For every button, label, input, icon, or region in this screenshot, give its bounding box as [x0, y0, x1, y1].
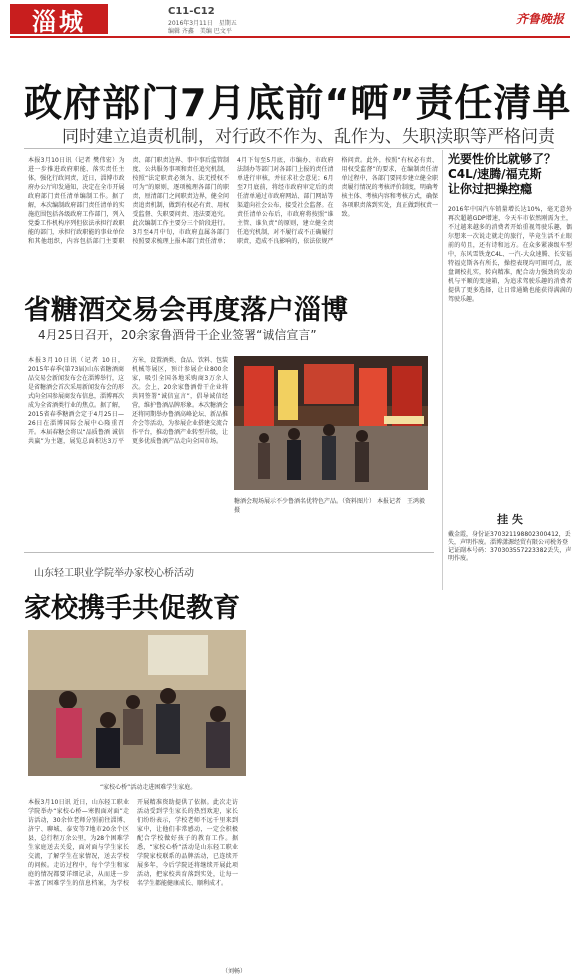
- section-logo: 淄城: [10, 4, 108, 34]
- issue-meta: [168, 20, 237, 36]
- lead-body: 本报3月10日讯（记者 樊伟宏）为进一步推进政府职能、落实责任主体，强化行政问责，近日，淄博市政府办公厅印发通知，决定在全市开展政府部门责任清单编制工作。据了解，本次编制政府部门责任清单的实施范围包括各级政府工作部门，列入党委工作机构序列但依法承担行政职能的部门，承担行政职能的事业单位和其他组织，内容包括部门主要职责、部门职责边界、事中事后监管制度、公共服务事项和责任追究机制，按照“法定职责必须为、法无授权不可为”的原则，逐项梳理各部门的职责，厘清部门之间职责边界，健全问责追责机制，做到有权必有责、用权受监督、失职要问责、违法要追究。此次编制工作主要分三个阶段进行。3月至4月中旬，市政府直属各部门按照要求梳理上报本部门责任清单；4月下旬至5月底，市编办、市政府法制办等部门对各部门上报的责任清单进行审核，并征求社会意见；6月至7月底前，将经市政府审定后的责任清单通过市政府网站、部门网站等渠道向社会公布，接受社会监督。在责任清单公布后，市政府将按照“谁主管、谁负责”的原则，建立健全责任追究机制，对不履行或不正确履行职责，造成不良影响的，依法依规严格问责。此外，按照“有权必有责、用权受监督”的要求，在编制责任清单过程中，各部门要同步建立健全职责履行情况的考核评价制度，明确考核主体、考核内容和考核方式，确保各项职责落到实处，真正做到权责一致。: [28, 157, 438, 245]
- editor-credits: 编辑 齐鑫 美编 巴文平: [168, 28, 232, 35]
- second-headline: 省糖酒交易会再度落户淄博: [24, 295, 348, 326]
- sidebar-title-1: 光要性价比就够了？: [448, 152, 557, 166]
- column-divider: [442, 150, 443, 590]
- lead-subheadline: 同时建立追责机制，对行政不作为、乱作为、失职渎职等严格问责: [62, 127, 555, 147]
- page-numbers: C11-C12: [168, 6, 215, 17]
- divider: [24, 552, 434, 553]
- ad-sidebar: [448, 152, 572, 563]
- third-byline: （刘畅）: [222, 968, 247, 975]
- third-body: 本报3月10日讯 近日，山东轻工职业学院举办“家校心桥—寒假面对面”走访活动，30余位老师分别前往淄博、济宁、聊城、泰安等7地市20余个区县，总行程万余公里，为28个困难学生家庭送去关爱，面对面与学生家长交流，了解学生在家情况，送去学校的问候。走访过程中，每个学生和家庭的情况都要详细记录，从而进一步丰富了困难学生的信息档案，为学校开展精准资助提供了依据。此次走访活动受到学生家长的热烈欢迎，家长们纷纷表示，学校老师不远千里来到家中，让他们非常感动，一定会积极配合学校做好孩子的教育工作。据悉，“家校心桥”活动是山东轻工职业学院家校联系的品牌活动，已连续开展多年，今后学院还将继续开展此项活动，把家校共育落到实处，让每一名学生都能健康成长、顺利成才。: [28, 799, 238, 887]
- trade-fair-photo: [234, 356, 428, 490]
- sidebar-body: 2016年中国汽车销量增长达10%，毫无意外再次超越GDP增速，今天车市依然刚需为主，不过越来越多的消费者开始重视驾驶乐趣，偶尔想来一次说走就走的旅行，毕竟生活不止眼前的苟且，还有诗和远方。在众多紧凑级车型中，东风雪铁龙C4L、一汽-大众速腾、长安福特福克斯各有所长，操控表现均可圈可点，底盘调校扎实，转向精准，配合动力强劲的发动机与平顺的变速箱，为追求驾驶乐趣的消费者提供了更多选择，让日常通勤也能获得满满的驾驶乐趣。: [448, 206, 572, 303]
- trade-fair-caption: [234, 496, 431, 514]
- second-body: 本报3月10日讯（记者 10日，2015年春季(第73届)山东省糖酒商品交易会新闻发布会在淄博举行，这是省糖酒会首次采用新闻发布会的形式向全国参展商发布信息，淄博再次成为全省酒类行业的焦点。据了解，2015省春季糖酒会定于4月25日—26日在淄博国际会展中心隆重召开。本届春糖会将以“品质鲁酒 诚信共赢”为主题，展览总面积达3万平方米，设置酒类、食品、饮料、包装机械等展区，预计参展企业800余家，吸引全国各地采购商3万余人次。会上，20余家鲁酒骨干企业将共同签署“诚信宣言”，倡导诚信经营，维护鲁酒品牌形象。本次糖酒会还将同期举办鲁酒高峰论坛、新品推介会等活动，为参展企业搭建交流合作平台，推动鲁酒产业转型升级，让更多优质鲁酒产品走向全国市场。: [28, 357, 228, 445]
- trade-fair-caption-text: 糖酒会现场展示不少鲁酒名优特色产品。（资料图片）: [234, 498, 376, 505]
- newspaper-name: 齐鲁晚报: [515, 12, 564, 26]
- third-headline: 家校携手共促教育: [24, 593, 240, 624]
- sidebar-title-3: 让你过把操控瘾: [448, 182, 533, 196]
- masthead: [10, 4, 570, 38]
- notice-title: 挂 失: [497, 513, 523, 526]
- sidebar-title-2: C4L/速腾/福克斯: [448, 167, 542, 181]
- home-visit-photo-art: [28, 630, 246, 776]
- third-label: 山东轻工职业学院举办家校心桥活动: [34, 568, 194, 579]
- trade-fair-photo-art: [234, 356, 428, 490]
- trade-fair-photo-credit: 本报记者 王鸿毅 摄: [234, 498, 431, 514]
- issue-date: 2016年3月11日 星期五: [168, 20, 237, 27]
- notice-text: 戴金霞，身份证370321198802300412，丢失，声明作废。淄博潇源经贸有限公司税务登记证副本号码：370303557223382丢失，声明作废。: [448, 531, 572, 562]
- home-visit-caption: “家校心桥”活动走进困难学生家庭。: [100, 784, 197, 791]
- divider: [24, 148, 554, 149]
- second-subheadline: 4月25日召开，20余家鲁酒骨干企业签署“诚信宣言”: [38, 328, 317, 342]
- lead-headline: 政府部门7月底前“晒”责任清单: [24, 81, 572, 125]
- home-visit-photo: [28, 630, 246, 776]
